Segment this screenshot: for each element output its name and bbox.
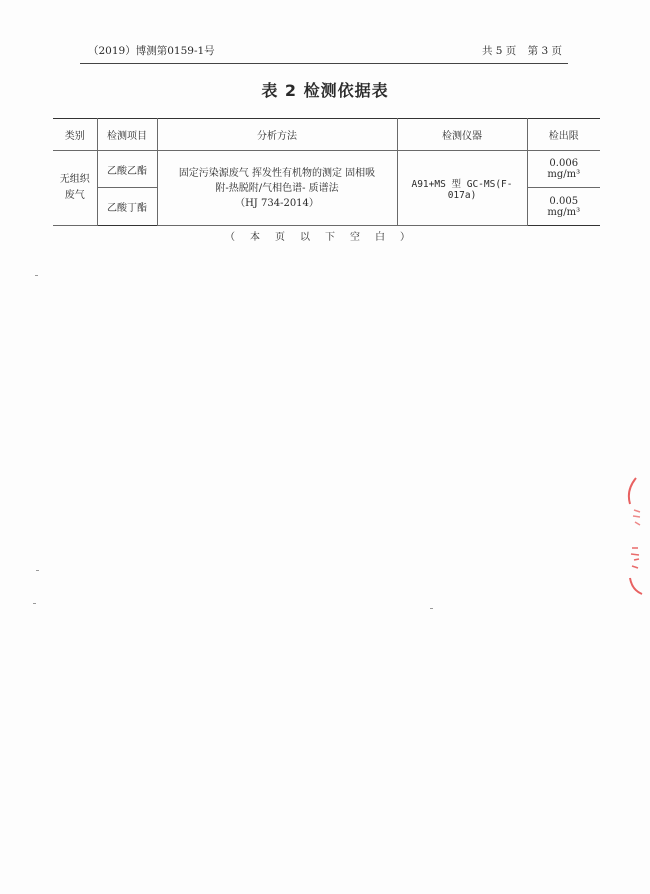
- instrument-cell: A91+MS 型 GC-MS(F-017a): [397, 151, 527, 226]
- method-line-1: 固定污染源废气 挥发性有机物的测定 固相吸: [178, 167, 376, 179]
- scan-speck: [35, 275, 38, 276]
- method-line-2: 附-热脱附/气相色谱- 质谱法: [215, 182, 339, 194]
- col-method: 分析方法: [157, 119, 397, 151]
- seal-stamp-fragment: [622, 470, 650, 600]
- limit-cell: 0.005 mg/m³: [527, 188, 600, 226]
- basis-table: [53, 118, 600, 226]
- item-cell: 乙酸丁酯: [97, 188, 157, 226]
- scan-speck: [36, 570, 39, 571]
- scan-speck: [33, 603, 36, 604]
- page-header: [80, 43, 568, 64]
- col-limit: 检出限: [527, 119, 600, 151]
- scan-speck: [430, 608, 433, 609]
- table-title: 表 2 检测依据表: [261, 81, 389, 100]
- category-cell: 无组织 废气: [53, 151, 97, 226]
- method-cell: [157, 151, 397, 226]
- col-instrument: 检测仪器: [397, 119, 527, 151]
- table-row: [53, 151, 600, 188]
- method-line-3: （HJ 734-2014）: [235, 197, 319, 209]
- blank-note: [0, 228, 650, 243]
- item-cell: 乙酸乙酯: [97, 151, 157, 188]
- total-pages: 共 5 页: [481, 45, 517, 57]
- current-page: 第 3 页: [527, 45, 562, 57]
- col-item: 检测项目: [97, 119, 157, 151]
- blank-note-text: （本页以下空白）: [225, 232, 425, 243]
- limit-cell: 0.006 mg/m³: [527, 151, 600, 188]
- page-indicator: [474, 43, 562, 59]
- col-category: 类别: [53, 119, 97, 151]
- report-number: （2019）博测第0159-1号: [88, 45, 215, 57]
- table-header-row: [53, 119, 600, 151]
